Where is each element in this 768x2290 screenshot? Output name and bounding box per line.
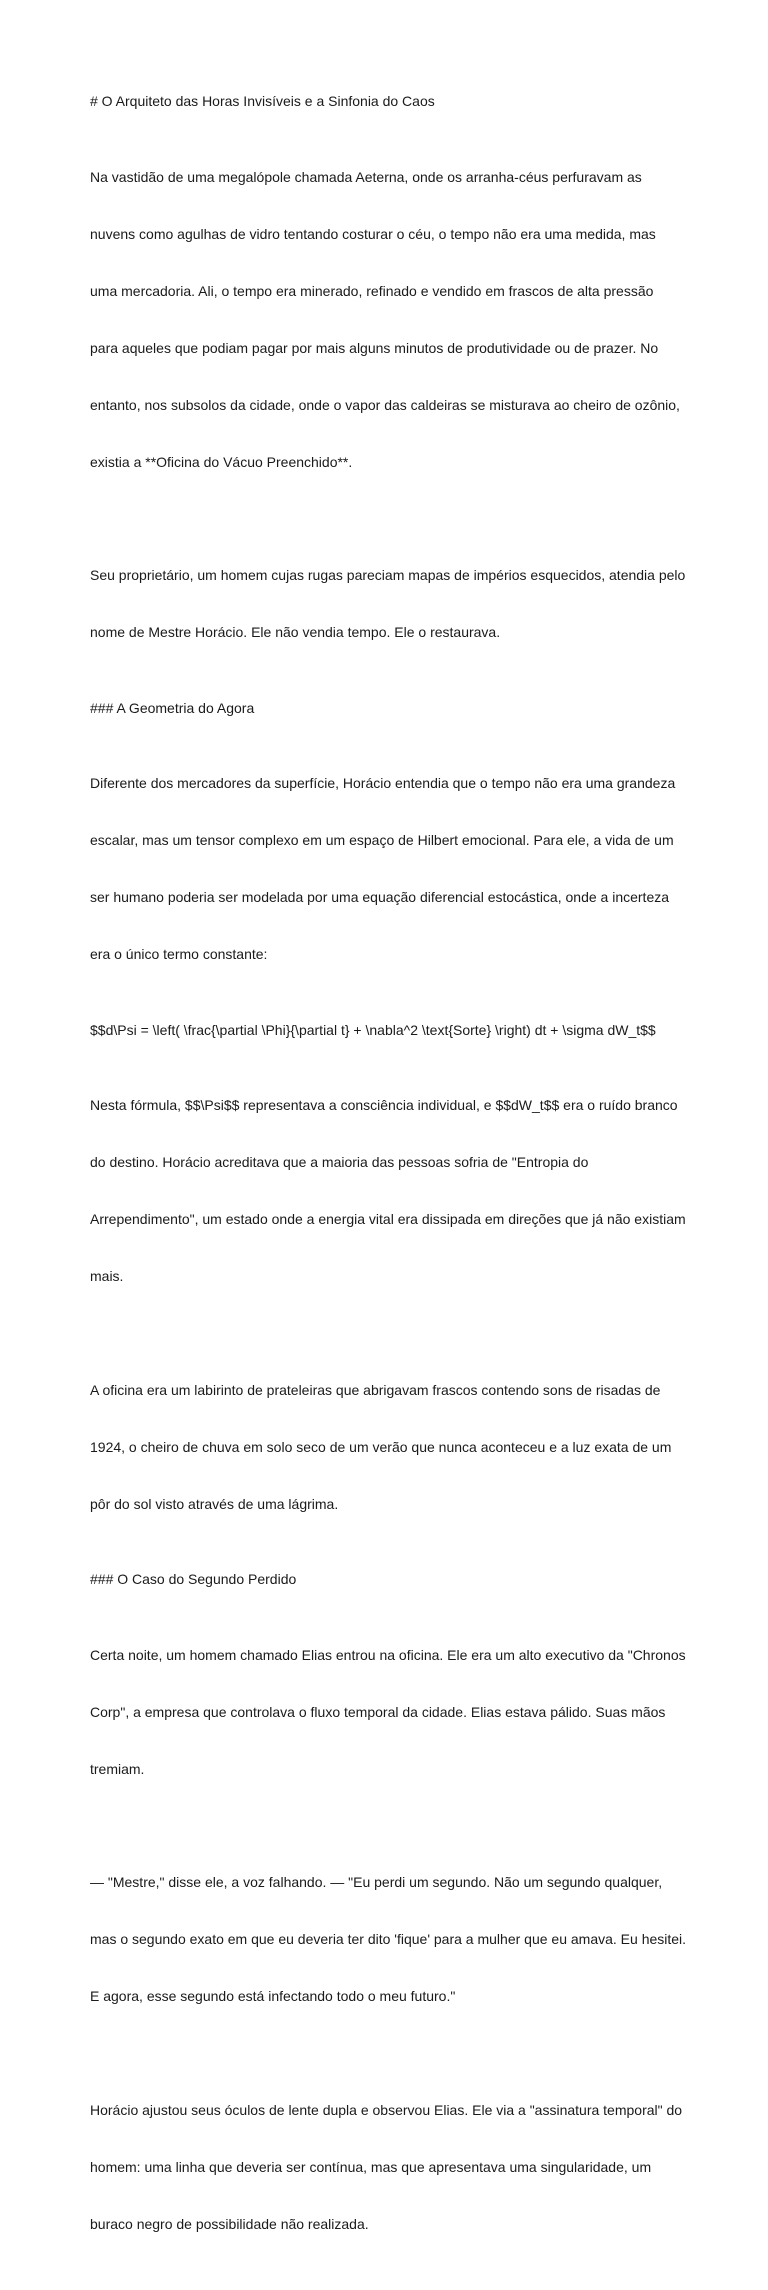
text-line: do destino. Horácio acreditava que a maioria das pessoas sofria de "Entropia do xyxy=(90,1154,589,1170)
text-line: nome de Mestre Horácio. Ele não vendia tempo. Ele o restaurava. xyxy=(90,624,501,640)
document-title: # O Arquiteto das Horas Invisíveis e a Sinfonia do Caos xyxy=(90,93,435,109)
text-line: nuvens como agulhas de vidro tentando costurar o céu, o tempo não era uma medida, mas xyxy=(90,225,656,242)
paragraph-1 xyxy=(90,130,690,510)
text-line: ser humano poderia ser modelada por uma equação diferencial estocástica, onde a incerteza xyxy=(90,889,670,905)
text-line: para aqueles que podiam pagar por mais alguns minutos de produtividade ou de prazer. No xyxy=(90,339,659,356)
text-line: Nesta fórmula, $$\Psi$$ representava a consciência individual, e $$dW_t$$ era o ruído branco xyxy=(90,1097,678,1113)
text-line: mas o segundo exato em que eu deveria ter dito 'fique' para a mulher que eu amava. Eu hesitei. xyxy=(90,1931,687,1947)
text-line: Seu proprietário, um homem cujas rugas pareciam mapas de impérios esquecidos, atendia pelo xyxy=(90,567,686,583)
paragraph-6 xyxy=(90,1608,690,1817)
text-line: entanto, nos subsolos da cidade, onde o vapor das caldeiras se misturava ao cheiro de ozônio, xyxy=(90,396,680,413)
text-line: Corp", a empresa que controlava o fluxo temporal da cidade. Elias estava pálido. Suas mãos xyxy=(90,1703,666,1720)
paragraph-3 xyxy=(90,736,690,1002)
text-line: existia a **Oficina do Vácuo Preenchido**. xyxy=(90,453,353,470)
text-line: tremiam. xyxy=(90,1760,145,1777)
text-line: A oficina era um labirinto de prateleiras que abrigavam frascos contendo sons de risadas de xyxy=(90,1381,661,1398)
text-line: uma mercadoria. Ali, o tempo era minerado, refinado e vendido em frascos de alta pressão xyxy=(90,282,654,299)
text-line: pôr do sol visto através de uma lágrima. xyxy=(90,1495,339,1512)
text-line: E agora, esse segundo está infectando todo o meu futuro." xyxy=(90,1988,456,2004)
document-body xyxy=(90,92,690,2290)
text-line: buraco negro de possibilidade não realizada. xyxy=(90,2215,369,2232)
section-heading-segundo-perdido: ### O Caso do Segundo Perdido xyxy=(90,1571,297,1587)
text-line: era o único termo constante: xyxy=(90,946,268,962)
text-line: mais. xyxy=(90,1268,124,1284)
text-line: Arrependimento", um estado onde a energia vital era dissipada em direções que já não existiam xyxy=(90,1211,686,1227)
text-line: Na vastidão de uma megalópole chamada Aeterna, onde os arranha-céus perfuravam as xyxy=(90,168,642,185)
text-line: Horácio ajustou seus óculos de lente dupla e observou Elias. Ele via a "assinatura temporal" do xyxy=(90,2101,683,2118)
paragraph-4 xyxy=(90,1058,690,1324)
paragraph-7 xyxy=(90,1835,690,2044)
paragraph-2 xyxy=(90,528,690,680)
formula-line: $$d\Psi = \left( \frac{\partial \Phi}{\partial t} + \nabla^2 \text{Sorte} \right) dt + \sigma dW_t$$ xyxy=(90,1021,656,1038)
text-line: 1924, o cheiro de chuva em solo seco de um verão que nunca aconteceu e a luz exata de um xyxy=(90,1438,672,1455)
text-line: escalar, mas um tensor complexo em um espaço de Hilbert emocional. Para ele, a vida de um xyxy=(90,832,674,848)
text-line: homem: uma linha que deveria ser contínua, mas que apresentava uma singularidade, um xyxy=(90,2158,652,2175)
paragraph-5 xyxy=(90,1343,690,1552)
paragraph-8 xyxy=(90,2063,690,2272)
text-line: — "Mestre," disse ele, a voz falhando. — "Eu perdi um segundo. Não um segundo qualquer, xyxy=(90,1874,663,1890)
section-heading-geometria: ### A Geometria do Agora xyxy=(90,699,255,716)
text-line: Diferente dos mercadores da superfície, Horácio entendia que o tempo não era uma grandeza xyxy=(90,775,676,791)
text-line: Certa noite, um homem chamado Elias entrou na oficina. Ele era um alto executivo da "Chronos xyxy=(90,1646,686,1663)
